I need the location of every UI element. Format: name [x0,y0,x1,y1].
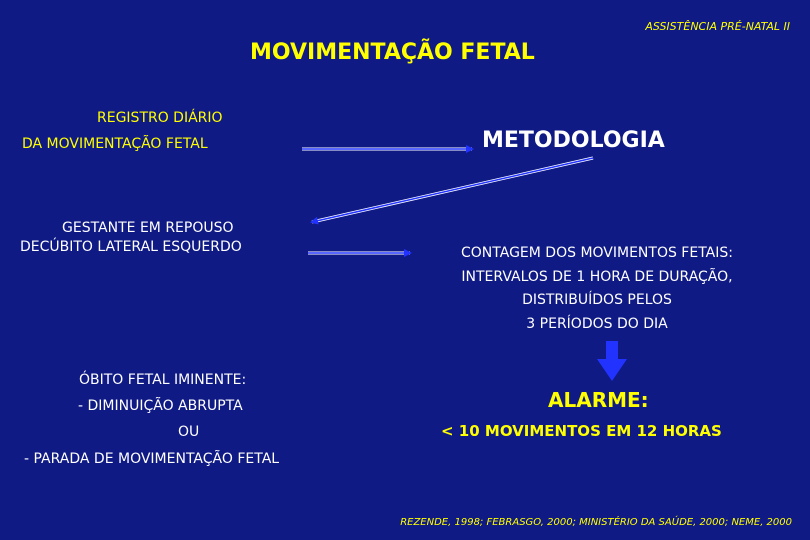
gestante-line-1: GESTANTE EM REPOUSO [62,220,234,236]
obito-line-4: - PARADA DE MOVIMENTAÇÃO FETAL [24,451,280,467]
metodologia-label: METODOLOGIA [482,128,665,153]
page-title: MOVIMENTAÇÃO FETAL [250,40,535,65]
obito-line-1: ÓBITO FETAL IMINENTE: [79,372,247,388]
contagem-line-4: 3 PERÍODOS DO DIA [526,316,668,332]
registro-line-1: REGISTRO DIÁRIO [97,110,223,126]
obito-line-2: - DIMINUIÇÃO ABRUPTA [78,398,243,414]
alarme-text: < 10 MOVIMENTOS EM 12 HORAS [441,422,722,440]
gestante-line-2: DECÚBITO LATERAL ESQUERDO [20,239,242,255]
contagem-line-2: INTERVALOS DE 1 HORA DE DURAÇÃO, [461,269,733,285]
course-label: ASSISTÊNCIA PRÉ-NATAL II [645,20,790,33]
obito-line-3: OU [178,424,200,440]
contagem-line-1: CONTAGEM DOS MOVIMENTOS FETAIS: [461,245,733,261]
contagem-line-3: DISTRIBUÍDOS PELOS [522,292,672,308]
arrow-metodologia-to-gestante-icon [312,158,593,222]
registro-line-2: DA MOVIMENTAÇÃO FETAL [22,136,208,152]
alarme-label: ALARME: [548,388,649,412]
arrow-down-to-alarme-icon [597,341,627,381]
references: REZENDE, 1998; FEBRASGO, 2000; MINISTÉRIO DA SAÚDE, 2000; NEME, 2000 [400,517,792,528]
